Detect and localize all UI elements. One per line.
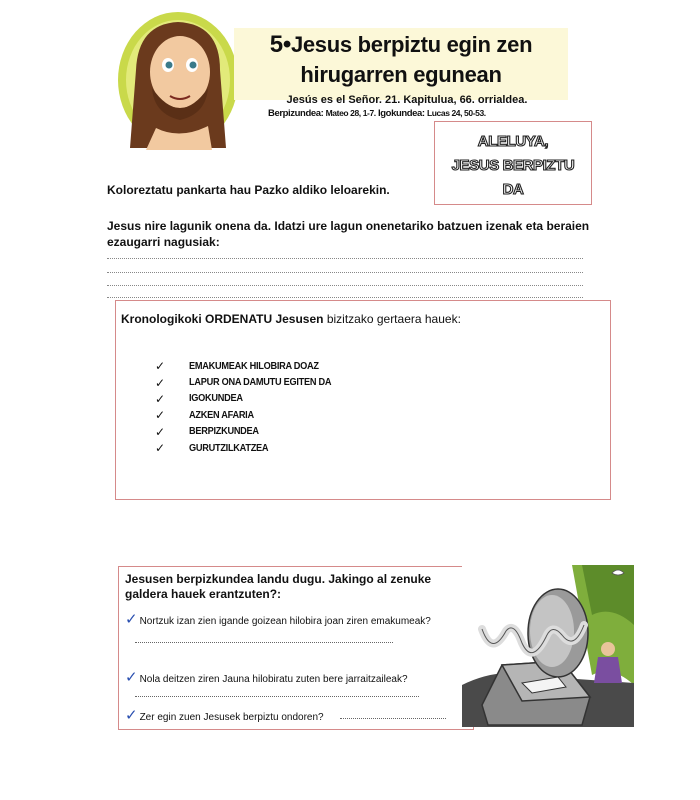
question-text: Nortzuk izan zien igande goizean hilobira joan ziren emakumeak? [139,616,431,627]
checkmark-icon: ✓ [155,424,166,439]
quiz-question-2 [125,668,408,686]
title-line-1: Jesus berpiztu egin zen [290,32,533,57]
refs-value-1: Mateo 28, 1-7. [325,108,376,118]
list-item [155,440,344,456]
refs-label-2: Igokundea: [378,108,425,119]
event-label: IGOKUNDEA [189,393,243,405]
answer-line[interactable] [107,297,583,298]
empty-tomb-image [462,565,634,727]
refs-value-2: Lucas 24, 50-53. [426,108,486,118]
event-label: BERPIZKUNDEA [189,426,259,438]
checkmark-icon: ✓ [155,391,166,406]
tick-icon: ✓ [125,706,138,724]
answer-line[interactable] [135,696,419,697]
refs-label-1: Berpizundea: [268,108,324,119]
checkmark-icon: ✓ [155,408,166,423]
banner-line-1: ALELUYA, [477,133,549,150]
list-item [155,374,344,390]
page-title [234,30,568,90]
event-label: AZKEN AFARIA [189,409,254,421]
easter-banner [434,121,592,205]
list-item [155,358,344,374]
jesus-portrait-image [116,10,240,150]
chronology-heading-rest: bizitzako gertaera hauek: [323,312,461,326]
event-label: EMAKUMEAK HILOBIRA DOAZ [189,360,319,372]
chronology-heading [121,312,461,326]
title-line-2: hirugarren egunean [300,62,502,87]
event-label: LAPUR ONA DAMUTU EGITEN DA [189,377,332,389]
tick-icon: ✓ [125,668,138,686]
bible-references [268,108,486,119]
answer-line[interactable] [340,718,446,719]
chronology-heading-bold: Kronologikoki ORDENATU Jesusen [121,312,324,326]
list-item [155,424,344,440]
answer-line[interactable] [107,285,583,286]
checkmark-icon: ✓ [155,359,166,374]
checkmark-icon: ✓ [155,441,166,456]
answer-line[interactable] [107,272,583,273]
quiz-question-3 [125,706,324,724]
question-text: Zer egin zuen Jesusek berpiztu ondoren? [139,712,324,723]
checkmark-icon: ✓ [155,375,166,390]
answer-line[interactable] [135,642,393,643]
tick-icon: ✓ [125,610,138,628]
banner-line-3: DA [502,181,524,198]
banner-line-2: JESUS BERPIZTU [451,157,575,174]
subtitle: Jesús es el Señor. 21. Kapitulua, 66. orrialdea. [286,94,528,106]
lesson-number: 5• [269,31,291,58]
quiz-heading: Jesusen berpizkundea landu dugu. Jakingo al zenuke galdera hauek erantzuten?: [125,572,432,601]
event-list [155,358,344,456]
friends-instruction: Jesus nire lagunik onena da. Idatzi ure lagun onenetariko batzuen izenak eta beraien ezaugarri nagusiak: [107,219,590,249]
event-label: GURUTZILKATZEA [189,442,269,454]
list-item [155,391,344,407]
quiz-question-1 [125,610,431,628]
answer-line[interactable] [107,258,583,259]
list-item [155,407,344,423]
color-instruction: Koloreztatu pankarta hau Pazko aldiko leloarekin. [107,183,390,197]
question-text: Nola deitzen ziren Jauna hilobiratu zuten bere jarraitzaileak? [139,674,408,685]
